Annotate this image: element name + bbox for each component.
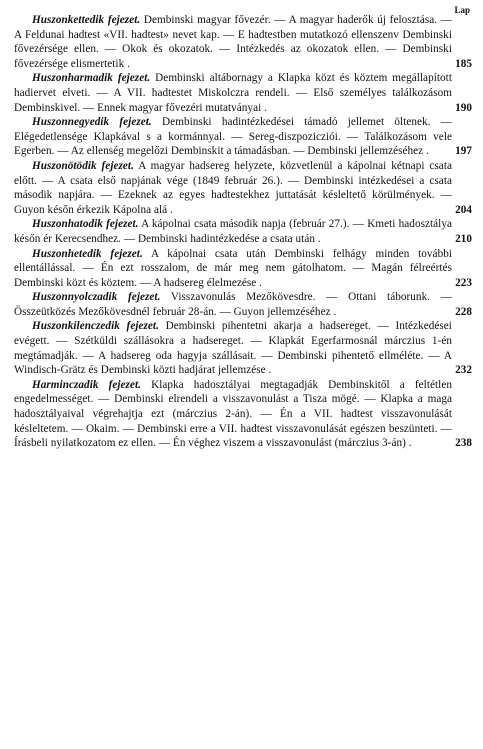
chapter-summary: A magyar hadsereg helyzete, közvetlenül a kápolnai kétnapi csata előtt. — A csata első napjának vége (1849 február 26.). — Dembinski intézkedései a csata második napjára. — Ezeknek az egyes hadtestekhez juttatását késleltető körülmények. — Guyon későn érkezik Kápolna alá . bbox=[14, 159, 452, 216]
toc-entry bbox=[14, 159, 472, 217]
page-number: 190 bbox=[455, 101, 472, 114]
chapter-title: Huszonnegyedik fejezet. bbox=[32, 116, 152, 129]
chapter-summary: Dembinski hadintézkedései támadó jellemet öltenek. — Elégedetlensége Klapkával s a kormánnyal. — Sereg-diszpozicziói. — Találkozásom vele Egerben. — Az ellenség megelőzi Dembinskit a támadásban. — Dembinski jellemzéséhez . bbox=[14, 116, 452, 158]
chapter-summary: Dembinski pihentetni akarja a hadsereget. — Intézkedései evégett. — Szétküldi szállásokra a hadsereget. — Klapkát Egerfarmosnál márczius 1-én megtámadják. — A hadsereg oda hagyja szállásait. — Dembinski pihentető ellméléte. — A Windisch-Grätz és Dembinski közti hadjárat jellemzése . bbox=[14, 320, 452, 377]
toc-entry bbox=[14, 247, 472, 291]
chapter-title: Harminczadik fejezet. bbox=[32, 378, 141, 391]
chapter-title: Huszonnyolczadik fejezet. bbox=[32, 291, 161, 304]
page-number: 204 bbox=[455, 203, 472, 216]
toc-entry bbox=[14, 217, 472, 246]
chapter-title: Huszonkettedik fejezet. bbox=[32, 14, 141, 26]
page-column-header: Lap bbox=[454, 5, 470, 15]
page-number: 232 bbox=[455, 364, 472, 377]
chapter-title: Huszonötödik fejezet. bbox=[32, 159, 134, 172]
toc-entry bbox=[14, 378, 472, 451]
page-number: 228 bbox=[455, 305, 472, 318]
page-number: 223 bbox=[455, 276, 472, 289]
page-number: 185 bbox=[455, 57, 472, 70]
chapter-title: Huszonharmadik fejezet. bbox=[32, 72, 151, 85]
page-number: 238 bbox=[455, 437, 472, 450]
chapter-title: Huszonkilenczedik fejezet. bbox=[32, 320, 159, 333]
chapter-summary: A kápolnai csata után Dembinski felhágy minden további ellentállással. — Én ezt rosszalom, de már meg nem gátolhatom. — Magán félreértés Dembinski közt és köztem. — A hadsereg élelmezése . bbox=[14, 247, 453, 289]
chapter-title: Huszonhetedik fejezet. bbox=[32, 247, 143, 260]
chapter-summary: A kápolnai csata második napja (február 27.). — Kmeti hadosztálya későn ér Kerecsendhez. — Dembinski hadintézkedése a csata után . bbox=[14, 218, 452, 245]
page-number: 210 bbox=[455, 232, 472, 245]
toc-entry bbox=[14, 115, 472, 159]
chapter-summary: Visszavonulás Mezőkövesdre. — Ottani táborunk. — Összeütközés Mezőkövesdnél február 28-án. — Guyon jellemzéséhez . bbox=[14, 291, 452, 318]
toc-entry bbox=[14, 319, 472, 377]
toc-page bbox=[14, 2, 472, 747]
chapter-summary: Klapka hadosztályai megtagadják Dembinskitől a feltétlen engedelmességet. — Dembinski elrendeli a visszavonulást a Tisza mögé. — Klapka a maga hadosztályaival végrehajtja ezt (márczius 2-án). — Én a VII. hadtest visszavonulását késleltetem. — Okaim. — Dembinski erre a VII. hadtest visszavonulását egészen beszünteti. — Írásbeli nyilatkozatom ez ellen. — Én véghez viszem a visszavonulást (márczius 3-án) . bbox=[14, 378, 452, 450]
toc-entry bbox=[14, 13, 472, 71]
chapter-title: Huszonhatodik fejezet. bbox=[32, 218, 139, 231]
table-of-contents bbox=[14, 13, 472, 451]
page-number: 197 bbox=[455, 145, 472, 158]
toc-entry bbox=[14, 290, 472, 319]
chapter-summary: Dembinski altábornagy a Klapka közt és köztem megállapított hadiervet elveti. — A VII. hadtestet Miskolczra rendeli. — Első személyes találkozásom Dembinskivel. — Ennek magyar fővezéri mutatványai . bbox=[14, 72, 452, 114]
toc-entry bbox=[14, 71, 472, 115]
chapter-summary: Dembinski magyar fővezér. — A magyar haderők új felosztása. — A Feldunai hadtest «VII. hadtest» nevet kap. — E hadtestben mutatkozó ellenszenv Dembinski fővezérsége ellen. — Okok és okozatok. — Intézkedés az okozatok ellen. — Dembinski fővezérsége elismertetik . bbox=[14, 14, 453, 70]
